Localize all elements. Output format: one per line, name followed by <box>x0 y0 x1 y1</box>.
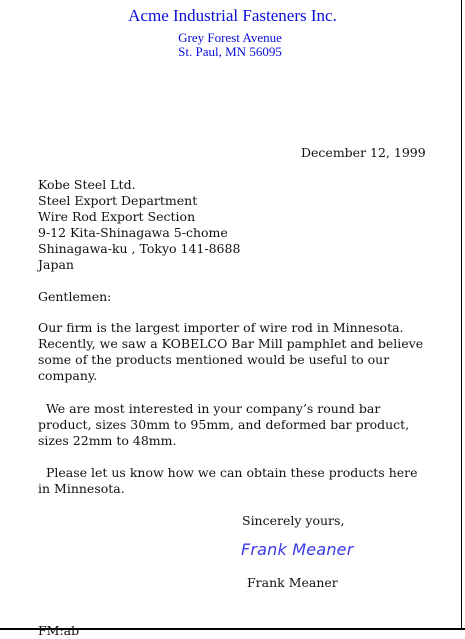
paragraph-line: product, sizes 30mm to 95mm, and deformed bar product, <box>38 417 410 432</box>
letter-date: December 12, 1999 <box>301 145 426 160</box>
recipient-line: Wire Rod Export Section <box>38 209 196 224</box>
paragraph-3 <box>38 465 418 497</box>
handwritten-signature: Frank Meaner <box>241 540 354 559</box>
paragraph-line: Recently, we saw a KOBELCO Bar Mill pamphlet and believe <box>38 336 424 351</box>
company-name: Acme Industrial Fasteners Inc. <box>128 6 337 25</box>
paragraph-line: some of the products mentioned would be useful to our <box>38 352 390 367</box>
recipient-line: 9-12 Kita-Shinagawa 5-chome <box>38 225 228 240</box>
salutation: Gentlemen: <box>38 289 112 304</box>
paragraph-line: company. <box>38 368 98 383</box>
reference-initials: FM:ab <box>38 623 80 638</box>
recipient-line: Japan <box>38 257 74 272</box>
closing: Sincerely yours, <box>242 513 345 528</box>
paragraph-1 <box>38 320 423 384</box>
recipient-line: Kobe Steel Ltd. <box>38 177 136 192</box>
paragraph-2 <box>38 401 409 449</box>
letterhead-street: Grey Forest Avenue <box>178 30 282 45</box>
recipient-address <box>38 177 240 273</box>
paragraph-line: Please let us know how we can obtain these products here <box>38 465 418 480</box>
typed-name: Frank Meaner <box>247 575 338 590</box>
letterhead-city: St. Paul, MN 56095 <box>178 44 282 59</box>
recipient-line: Shinagawa-ku , Tokyo 141-8688 <box>38 241 241 256</box>
page-border-right <box>461 0 462 630</box>
paragraph-line: in Minnesota. <box>38 481 125 496</box>
paragraph-line: We are most interested in your company’s round bar <box>38 401 381 416</box>
recipient-line: Steel Export Department <box>38 193 198 208</box>
paragraph-line: Our firm is the largest importer of wire rod in Minnesota. <box>38 320 404 335</box>
paragraph-line: sizes 22mm to 48mm. <box>38 433 177 448</box>
letterhead <box>0 6 465 26</box>
